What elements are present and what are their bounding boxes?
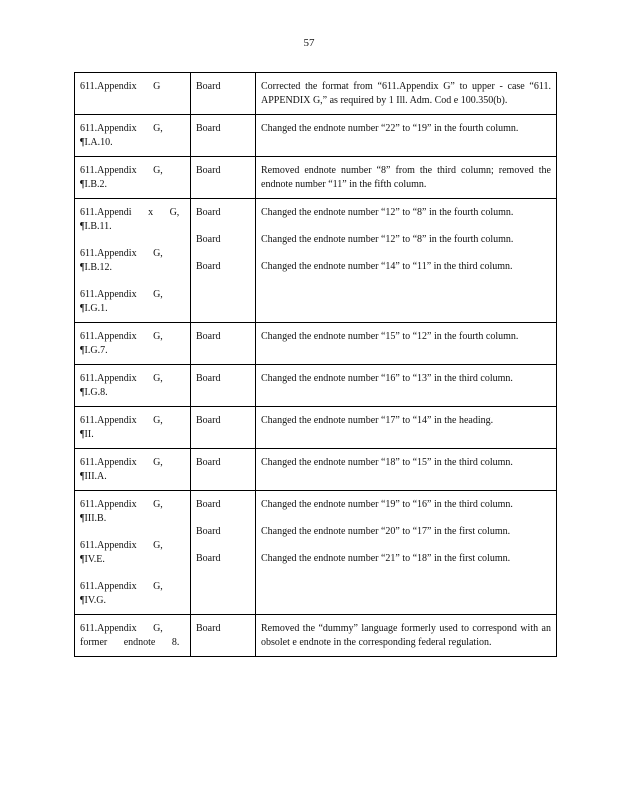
section-ref-cell	[75, 73, 191, 115]
section-ref-cell	[75, 615, 191, 657]
description: Changed the endnote number “22” to “19” in the fourth column.	[261, 123, 519, 134]
section-ref-cell	[75, 157, 191, 199]
description-cell	[256, 323, 557, 365]
description-cell	[256, 615, 557, 657]
section-ref: 611.Appendix G, ¶I.G.8.	[80, 373, 163, 398]
table-row	[75, 323, 557, 365]
section-ref-cell	[75, 491, 191, 615]
table-row	[75, 157, 557, 199]
section-ref-cell	[75, 199, 191, 323]
source-cell	[191, 157, 256, 199]
section-ref: 611.Appendix G, ¶III.A.	[80, 457, 163, 482]
source: Board	[196, 623, 221, 634]
description: Changed the endnote number “17” to “14” in the heading.	[261, 415, 494, 426]
section-ref: 611.Appendix G, ¶IV.G.	[80, 581, 163, 606]
table-row	[75, 449, 557, 491]
section-ref: 611.Appendix G, former endnote 8.	[80, 623, 180, 648]
section-ref: 611.Appendix G, ¶I.B.2.	[80, 165, 163, 190]
section-ref: 611.Appendix G, ¶I.B.12.	[80, 248, 163, 273]
source-cell	[191, 491, 256, 615]
page-number: 57	[303, 37, 315, 49]
description-cell	[256, 157, 557, 199]
source: Board	[196, 81, 221, 92]
errata-table	[74, 72, 557, 657]
description: Changed the endnote number “12” to “8” in the fourth column.	[261, 207, 514, 218]
description: Changed the endnote number “14” to “11” in the third column.	[261, 261, 513, 272]
source-cell	[191, 365, 256, 407]
source: Board	[196, 261, 221, 272]
source-cell	[191, 73, 256, 115]
section-ref: 611.Appendix G, ¶I.G.1.	[80, 289, 163, 314]
table-row	[75, 407, 557, 449]
section-ref-cell	[75, 365, 191, 407]
source: Board	[196, 373, 221, 384]
description-cell	[256, 365, 557, 407]
table-row	[75, 615, 557, 657]
section-ref: 611.Appendi x G, ¶I.B.11.	[80, 207, 180, 232]
source: Board	[196, 234, 221, 245]
source-cell	[191, 115, 256, 157]
section-ref-cell	[75, 323, 191, 365]
description: Changed the endnote number “21” to “18” in the first column.	[261, 553, 511, 564]
description-cell	[256, 449, 557, 491]
description-cell	[256, 407, 557, 449]
source: Board	[196, 499, 221, 510]
source: Board	[196, 415, 221, 426]
description: Corrected the format from “611.Appendix G” to upper - case “611. APPENDIX G,” as required by 1 Ill. Adm. Cod e 100.350(b).	[261, 81, 551, 106]
section-ref: 611.Appendix G, ¶II.	[80, 415, 163, 440]
source: Board	[196, 526, 221, 537]
section-ref: 611.Appendix G, ¶III.B.	[80, 499, 163, 524]
section-ref-cell	[75, 407, 191, 449]
source: Board	[196, 123, 221, 134]
description-cell	[256, 199, 557, 323]
source-cell	[191, 199, 256, 323]
description: Changed the endnote number “18” to “15” in the third column.	[261, 457, 513, 468]
section-ref-cell	[75, 449, 191, 491]
source: Board	[196, 331, 221, 342]
description: Changed the endnote number “19” to “16” in the third column.	[261, 499, 513, 510]
section-ref: 611.Appendix G, ¶I.G.7.	[80, 331, 163, 356]
table-row	[75, 199, 557, 323]
description: Removed endnote number “8” from the third column; removed the endnote number “11” in the fifth column.	[261, 165, 551, 190]
description: Removed the “dummy” language formerly used to correspond with an obsolet e endnote in the corresponding federal regulation.	[261, 623, 551, 648]
description: Changed the endnote number “12” to “8” in the fourth column.	[261, 234, 514, 245]
description-cell	[256, 491, 557, 615]
table-row	[75, 491, 557, 615]
source: Board	[196, 165, 221, 176]
description: Changed the endnote number “20” to “17” in the first column.	[261, 526, 511, 537]
source-cell	[191, 449, 256, 491]
description: Changed the endnote number “15” to “12” in the fourth column.	[261, 331, 519, 342]
source: Board	[196, 553, 221, 564]
source-cell	[191, 323, 256, 365]
table-row	[75, 365, 557, 407]
section-ref: 611.Appendix G	[80, 81, 161, 92]
source-cell	[191, 615, 256, 657]
description: Changed the endnote number “16” to “13” in the third column.	[261, 373, 513, 384]
source: Board	[196, 457, 221, 468]
description-cell	[256, 115, 557, 157]
section-ref: 611.Appendix G, ¶I.A.10.	[80, 123, 163, 148]
section-ref: 611.Appendix G, ¶IV.E.	[80, 540, 163, 565]
source-cell	[191, 407, 256, 449]
source: Board	[196, 207, 221, 218]
section-ref-cell	[75, 115, 191, 157]
table-row	[75, 115, 557, 157]
description-cell	[256, 73, 557, 115]
table-row	[75, 73, 557, 115]
